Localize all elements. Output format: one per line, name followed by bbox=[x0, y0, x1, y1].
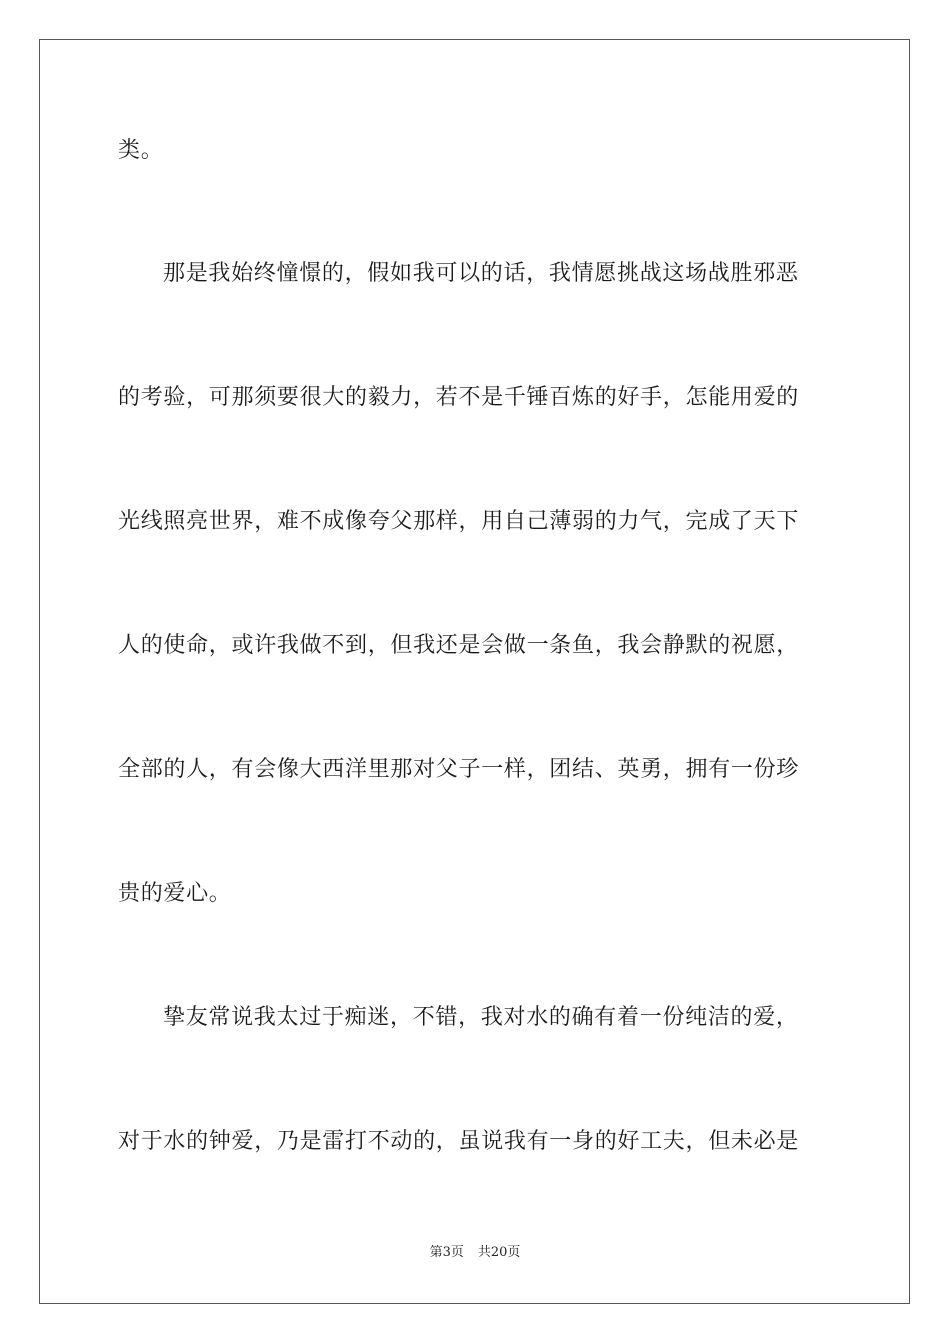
page-total: 共20页 bbox=[477, 1245, 521, 1260]
page-border bbox=[39, 39, 910, 1304]
text-line-4: 光线照亮世界，难不成像夸父那样，用自己薄弱的力气，完成了天下 bbox=[118, 509, 800, 534]
page-number: 第3页 bbox=[429, 1245, 464, 1260]
page-footer bbox=[0, 1244, 950, 1262]
text-line-2: 那是我始终憧憬的，假如我可以的话，我情愿挑战这场战胜邪恶 bbox=[163, 261, 799, 286]
text-line-7: 贵的爱心。 bbox=[118, 881, 232, 906]
text-line-8: 挚友常说我太过于痴迷，不错，我对水的确有着一份纯洁的爱， bbox=[163, 1005, 799, 1030]
text-line-6: 全部的人，有会像大西洋里那对父子一样，团结、英勇，拥有一份珍 bbox=[118, 757, 800, 782]
text-line-1: 类。 bbox=[118, 138, 164, 163]
text-line-5: 人的使命，或许我做不到，但我还是会做一条鱼，我会静默的祝愿， bbox=[118, 633, 800, 658]
text-line-3: 的考验，可那须要很大的毅力，若不是千锤百炼的好手，怎能用爱的 bbox=[118, 385, 800, 410]
text-line-9: 对于水的钟爱，乃是雷打不动的，虽说我有一身的好工夫，但未必是 bbox=[118, 1129, 800, 1154]
